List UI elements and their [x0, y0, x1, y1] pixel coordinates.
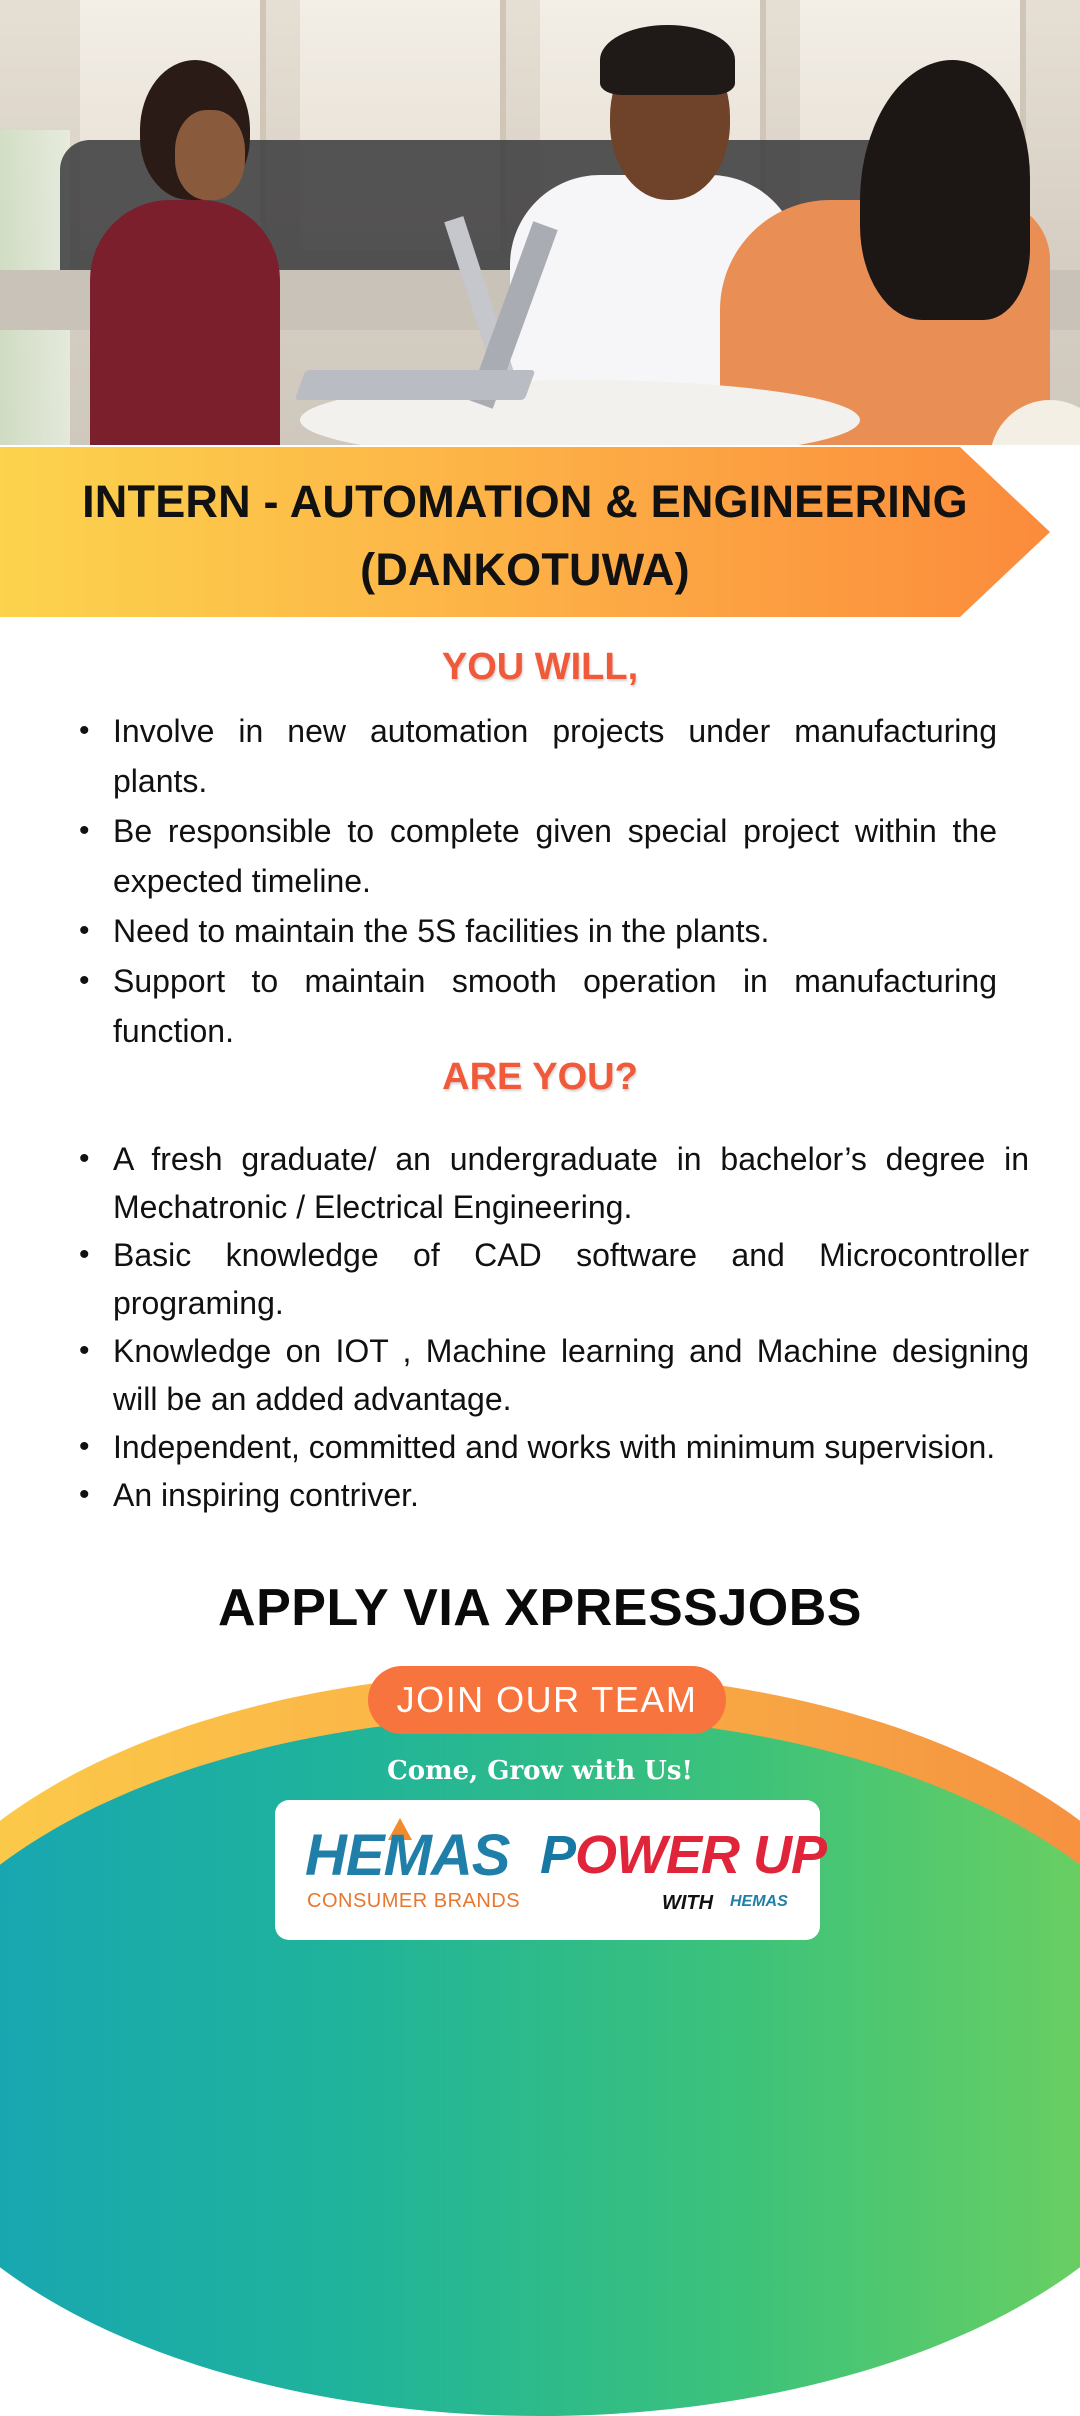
- hemas-logo-subtitle: CONSUMER BRANDS: [307, 1890, 521, 1912]
- power-up-logo: [540, 1824, 826, 1886]
- job-title-line1: INTERN - AUTOMATION & ENGINEERING: [82, 476, 968, 527]
- list-item: • Basic knowledge of CAD software and Microcontroller programing.: [113, 1231, 1029, 1327]
- are-you-list: [113, 1135, 1029, 1519]
- list-item: • An inspiring contriver.: [113, 1471, 1029, 1519]
- small-hemas-logo: HEMAS: [730, 1893, 788, 1910]
- join-our-team-button[interactable]: JOIN OUR TEAM: [368, 1666, 726, 1734]
- you-will-list: [113, 706, 997, 1056]
- power-up-p: P: [540, 1825, 576, 1885]
- person-center-hair: [600, 25, 735, 95]
- list-item: • Involve in new automation projects under manufacturing plants.: [113, 706, 997, 806]
- tagline: Come, Grow with Us!: [387, 1756, 693, 1786]
- person-left-face: [175, 110, 245, 200]
- job-title: [0, 468, 1050, 604]
- list-item: • Be responsible to complete given special project within the expected timeline.: [113, 806, 997, 906]
- list-item: • A fresh graduate/ an undergraduate in bachelor’s degree in Mechatronic / Electrical Engineering.: [113, 1135, 1029, 1231]
- with-text: WITH: [662, 1892, 714, 1914]
- power-up-text: OWER UP: [575, 1825, 827, 1885]
- are-you-heading: ARE YOU?: [442, 1056, 638, 1098]
- list-item: • Support to maintain smooth operation in manufacturing function.: [113, 956, 997, 1056]
- you-will-heading: YOU WILL,: [441, 646, 639, 688]
- hemas-logo: HEMAS: [305, 1823, 510, 1888]
- person-left-body: [90, 200, 280, 445]
- list-item: • Knowledge on IOT , Machine learning and Machine designing will be an added advantage.: [113, 1327, 1029, 1423]
- job-title-line2: (DANKOTUWA): [360, 544, 690, 595]
- apply-via-xpressjobs: APPLY VIA XPRESSJOBS: [218, 1579, 862, 1637]
- laptop-base: [295, 370, 536, 400]
- list-item: • Need to maintain the 5S facilities in the plants.: [113, 906, 997, 956]
- list-item: • Independent, committed and works with minimum supervision.: [113, 1423, 1029, 1471]
- hero-photo: [0, 0, 1080, 445]
